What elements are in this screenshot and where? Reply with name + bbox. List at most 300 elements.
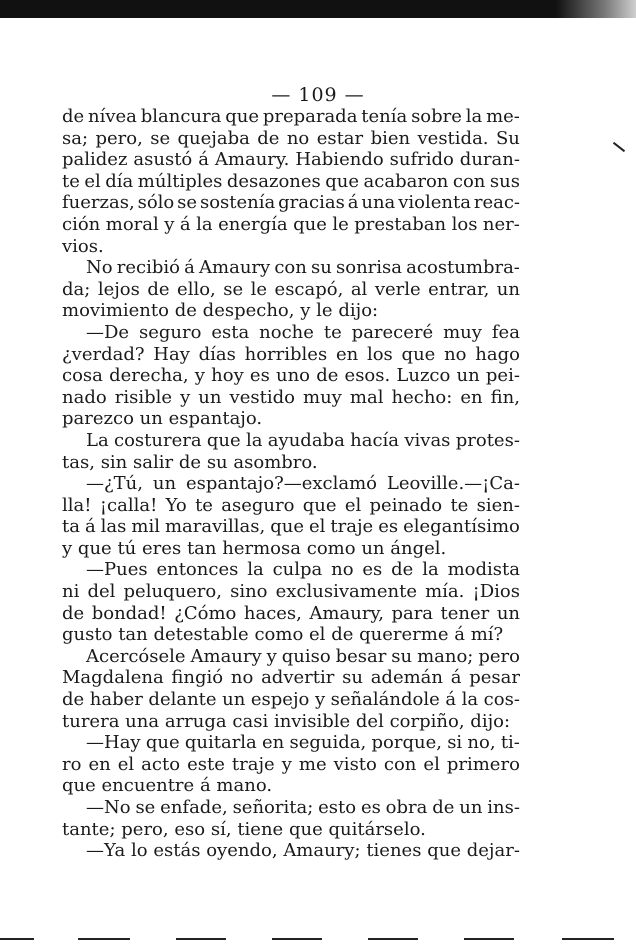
word: ni	[62, 581, 80, 603]
word: detestable	[153, 624, 249, 646]
word: energía	[218, 213, 288, 235]
word: No	[86, 257, 113, 279]
text-line	[62, 149, 520, 171]
word: —Pues	[86, 559, 148, 581]
word: espantajo?—exclamó	[185, 473, 378, 495]
word: con	[274, 257, 307, 279]
word: besar	[335, 645, 387, 667]
text-line	[62, 408, 520, 430]
word: Su	[495, 127, 520, 149]
word: de	[62, 689, 85, 711]
word: la	[196, 213, 213, 235]
word: este	[187, 753, 225, 775]
word: da;	[62, 278, 91, 300]
word: el	[308, 516, 326, 538]
word: mil	[131, 516, 160, 538]
word: un	[361, 537, 385, 559]
word: me-	[486, 106, 520, 127]
text-line	[62, 646, 520, 668]
word: á	[84, 516, 96, 538]
text-line	[62, 106, 520, 128]
word: oyendo,	[206, 840, 278, 862]
word: hago	[475, 343, 520, 365]
word: visto	[333, 753, 377, 775]
word: en	[335, 343, 359, 365]
word: día	[105, 170, 134, 192]
word: quiso	[281, 645, 331, 667]
word: arruga	[164, 710, 227, 732]
text-line	[62, 171, 520, 193]
word: asustó	[133, 149, 193, 171]
scan-top-border-fade	[556, 0, 636, 18]
word: encuentre	[101, 775, 195, 797]
word: —Hay	[86, 732, 141, 754]
word: ¿verdad?	[62, 343, 145, 365]
word: su	[391, 645, 413, 667]
word: quejaba	[177, 127, 250, 149]
word: no	[331, 559, 354, 581]
text-line	[62, 214, 520, 236]
word: que	[401, 343, 436, 365]
word: prestaban	[354, 213, 447, 235]
word: con	[383, 753, 417, 775]
word: tiene	[237, 818, 284, 840]
word: los	[366, 343, 393, 365]
word: y	[281, 753, 292, 775]
word: derecha,	[109, 365, 189, 387]
text-line	[62, 840, 520, 862]
text-line	[62, 689, 520, 711]
bottom-rule	[562, 938, 614, 940]
word: los	[451, 213, 478, 235]
word: porque,	[371, 732, 442, 754]
word: sonrisa	[336, 257, 403, 279]
word: sufrido	[389, 149, 454, 171]
word: ner-	[482, 213, 520, 235]
word: palidez	[62, 149, 128, 171]
word: te	[450, 494, 469, 516]
text-line	[62, 257, 520, 279]
word: que	[206, 429, 241, 451]
word: que	[145, 732, 180, 754]
word: Hay	[153, 343, 190, 365]
word: me	[298, 753, 327, 775]
word: entrar,	[428, 278, 490, 300]
word: quitárselo.	[328, 818, 426, 840]
word: esos.	[344, 365, 391, 387]
word: seguro	[139, 321, 202, 343]
word: desazones	[226, 170, 321, 192]
word: y	[300, 300, 311, 322]
bottom-rules	[0, 938, 636, 941]
text-line	[62, 775, 520, 797]
word: ello,	[177, 278, 216, 300]
word: ¡Dios	[472, 581, 520, 603]
word: se	[223, 278, 244, 300]
text-line	[62, 732, 520, 754]
word: bondad!	[91, 602, 167, 624]
word: mano.	[216, 775, 273, 797]
word: advertir	[261, 667, 335, 689]
word: y	[266, 645, 277, 667]
word: esta	[211, 321, 250, 343]
word: culpa	[272, 559, 323, 581]
word: bien	[370, 127, 411, 149]
word: se	[135, 797, 156, 818]
word: maravillas,	[164, 516, 266, 538]
word: Luzco	[396, 365, 451, 387]
word: costurera	[114, 429, 202, 451]
word: es	[378, 516, 399, 538]
word: reac-	[473, 192, 520, 214]
word: sa;	[62, 127, 89, 149]
word: vivas	[404, 429, 451, 451]
text-line	[62, 559, 520, 581]
word: traje	[231, 753, 275, 775]
word: mía.	[425, 581, 465, 603]
word: moral	[105, 213, 159, 235]
body-text	[62, 106, 520, 862]
word: salir	[133, 451, 174, 473]
word: gusto	[62, 624, 113, 646]
text-line	[62, 128, 520, 150]
word: sus	[489, 170, 520, 192]
word: muy	[303, 386, 342, 408]
word: días	[198, 343, 236, 365]
word: al	[350, 278, 368, 300]
word: un	[496, 602, 520, 624]
word: es	[362, 559, 383, 581]
word: y	[164, 213, 175, 235]
word: nado	[62, 386, 107, 408]
text-line	[62, 797, 520, 819]
text-line	[62, 387, 520, 409]
word: —Ya	[86, 840, 126, 862]
word: Amaury;	[283, 840, 361, 862]
text-line	[62, 365, 520, 387]
word: ro	[62, 753, 82, 775]
text-line	[62, 711, 520, 733]
word: no	[286, 127, 310, 149]
word: obra	[385, 797, 428, 818]
word: peluquero,	[123, 581, 222, 603]
word: su	[206, 451, 228, 473]
word: tas,	[62, 451, 95, 473]
word: pero	[478, 645, 520, 667]
word: ademán	[370, 667, 444, 689]
word: asombro.	[233, 451, 318, 473]
scan-top-border	[0, 0, 636, 18]
word: ¡calla!	[99, 494, 158, 516]
word: Amaury.	[214, 149, 290, 171]
word: parezco	[62, 408, 134, 430]
word: preparada	[262, 106, 358, 127]
word: sostenía	[199, 192, 276, 214]
word: le	[316, 300, 333, 322]
text-line	[62, 603, 520, 625]
bottom-rule	[272, 938, 322, 940]
word: un	[456, 365, 480, 387]
word: con	[452, 170, 486, 192]
word: escapó,	[274, 278, 344, 300]
word: de	[62, 602, 85, 624]
word: movimiento	[62, 300, 169, 322]
text-line	[62, 473, 520, 495]
word: si	[447, 732, 463, 754]
word: un	[459, 797, 483, 818]
text-line	[62, 538, 520, 560]
text-line	[62, 754, 520, 776]
word: Amaury,	[309, 602, 384, 624]
word: —No	[86, 797, 131, 818]
word: la	[422, 559, 439, 581]
word: un	[222, 689, 246, 711]
word: un	[198, 386, 222, 408]
word: una	[361, 192, 396, 214]
word: las	[100, 516, 127, 538]
word: tienes	[366, 840, 422, 862]
word: á	[445, 689, 457, 711]
word: hermosa	[222, 537, 301, 559]
word: pesar	[469, 667, 520, 689]
word: despecho,	[202, 300, 295, 322]
word: uno	[275, 365, 311, 387]
word: de	[331, 624, 354, 646]
word: sólo	[137, 192, 175, 214]
word: á	[454, 624, 465, 646]
text-line	[62, 430, 520, 452]
word: Magdalena	[62, 667, 164, 689]
word: tener	[440, 602, 490, 624]
word: á	[179, 213, 191, 235]
word: hacía	[350, 429, 400, 451]
word: como	[306, 537, 356, 559]
word: múltiples	[137, 170, 223, 192]
word: la	[245, 429, 263, 451]
word: la	[247, 559, 264, 581]
word: te	[195, 494, 213, 516]
word: ins-	[487, 797, 520, 818]
word: horribles	[244, 343, 328, 365]
word: ti-	[500, 732, 520, 754]
word: acto	[141, 753, 181, 775]
word: Amaury	[190, 645, 262, 667]
word: y	[314, 689, 326, 711]
text-line	[62, 624, 520, 646]
word: modista	[447, 559, 520, 581]
word: primero	[446, 753, 520, 775]
word: que	[62, 775, 96, 797]
word: cosa	[62, 365, 103, 387]
word: tenía	[361, 106, 408, 127]
word: que	[293, 213, 327, 235]
word: señalándole	[330, 689, 440, 711]
word: dejar-	[466, 840, 520, 862]
word: tú	[117, 537, 137, 559]
word: verle	[374, 278, 421, 300]
word: blancura	[140, 106, 222, 127]
word: su	[342, 667, 363, 689]
word: espejo	[250, 689, 310, 711]
word: espantajo.	[168, 408, 263, 430]
word: sino	[230, 581, 268, 603]
word: lejos	[97, 278, 140, 300]
word: —De	[86, 321, 130, 343]
word: á	[198, 149, 209, 171]
word: á	[347, 192, 359, 214]
word: en	[88, 753, 111, 775]
word: Leoville.—¡Ca-	[386, 473, 520, 495]
word: mal	[349, 386, 384, 408]
bottom-rule	[368, 938, 418, 940]
word: le	[250, 278, 268, 300]
word: ta	[62, 516, 80, 538]
word: el	[84, 170, 101, 192]
word: no	[444, 343, 467, 365]
word: á	[199, 775, 211, 797]
word: casi	[232, 710, 269, 732]
text-line	[62, 322, 520, 344]
word: —¿Tú,	[86, 473, 143, 495]
word: el	[423, 753, 440, 775]
word: violenta	[398, 192, 471, 214]
word: de	[316, 365, 339, 387]
word: estás	[153, 840, 201, 862]
text-line	[62, 344, 520, 366]
word: acostumbra-	[406, 257, 520, 279]
word: Habiendo	[295, 149, 384, 171]
word: que	[302, 494, 337, 516]
word: Amaury	[199, 257, 271, 279]
word: estar	[316, 127, 364, 149]
word: risible	[114, 386, 173, 408]
word: fea	[491, 321, 520, 343]
word: no,	[467, 732, 496, 754]
word: fingió	[171, 667, 224, 689]
word: dijo:	[338, 300, 379, 322]
word: su	[311, 257, 332, 279]
word: haces,	[243, 602, 302, 624]
word: pero,	[121, 818, 169, 840]
word: esto	[318, 797, 357, 818]
word: el	[309, 624, 326, 646]
word: recibió	[116, 257, 180, 279]
word: del	[87, 581, 116, 603]
bottom-rule	[176, 938, 226, 940]
word: muy	[443, 321, 482, 343]
word: hecho:	[391, 386, 453, 408]
word: sin	[100, 451, 128, 473]
word: que	[288, 818, 323, 840]
word: le	[332, 213, 349, 235]
word: es	[360, 797, 381, 818]
word: y	[62, 537, 73, 559]
word: enfade,	[160, 797, 228, 818]
word: ángel.	[390, 537, 447, 559]
word: sí,	[210, 818, 232, 840]
word: en	[262, 732, 285, 754]
word: noche	[259, 321, 314, 343]
word: un	[496, 278, 520, 300]
word: que	[77, 537, 112, 559]
word: La	[86, 429, 109, 451]
word: acabaron	[363, 170, 449, 192]
word: vios.	[62, 235, 104, 257]
word: delante	[148, 689, 217, 711]
word: que	[270, 516, 304, 538]
word: entonces	[156, 559, 239, 581]
word: hoy	[211, 365, 244, 387]
text-line	[62, 495, 520, 517]
word: una	[125, 710, 160, 732]
word: á	[450, 667, 462, 689]
word: eres	[142, 537, 182, 559]
word: que	[427, 840, 461, 862]
word: pero,	[95, 127, 143, 149]
word: mano;	[417, 645, 474, 667]
word: un	[152, 473, 177, 495]
word: y	[180, 386, 191, 408]
word: sobre	[411, 106, 462, 127]
word: duran-	[459, 149, 520, 171]
word: como	[254, 624, 304, 646]
word: un	[139, 408, 163, 430]
word: gracias	[278, 192, 345, 214]
word: corpiño,	[389, 710, 465, 732]
word: del	[355, 710, 384, 732]
text-line	[62, 516, 520, 538]
word: la	[461, 689, 479, 711]
margin-mark	[613, 142, 625, 152]
word: á	[184, 257, 195, 279]
text-line	[62, 819, 520, 841]
word: tante;	[62, 818, 116, 840]
word: que	[325, 170, 360, 192]
bottom-rule	[78, 938, 130, 940]
word: lo	[130, 840, 148, 862]
word: Yo	[165, 494, 187, 516]
word: traje	[330, 516, 374, 538]
word: pei-	[485, 365, 520, 387]
word: dijo:	[470, 710, 511, 732]
word: quitarla	[184, 732, 257, 754]
word: se	[177, 192, 198, 214]
word: haber	[89, 689, 143, 711]
word: eso	[174, 818, 206, 840]
word: fuerzas,	[62, 192, 135, 214]
word: para	[391, 602, 434, 624]
word: se	[150, 127, 171, 149]
word: señorita;	[232, 797, 314, 818]
word: protes-	[455, 429, 520, 451]
word: te	[323, 321, 342, 343]
word: de	[62, 106, 85, 127]
word: que	[225, 106, 259, 127]
text-line	[62, 667, 520, 689]
word: exclusivamente	[275, 581, 417, 603]
word: vestido	[229, 386, 295, 408]
word: turera	[62, 710, 120, 732]
word: en	[460, 386, 483, 408]
word: la	[465, 106, 483, 127]
word: de	[147, 278, 170, 300]
word: de	[178, 451, 202, 473]
word: es	[249, 365, 270, 387]
word: pareceré	[351, 321, 434, 343]
word: invisible	[273, 710, 351, 732]
text-line	[62, 300, 520, 322]
word: seguida,	[289, 732, 367, 754]
